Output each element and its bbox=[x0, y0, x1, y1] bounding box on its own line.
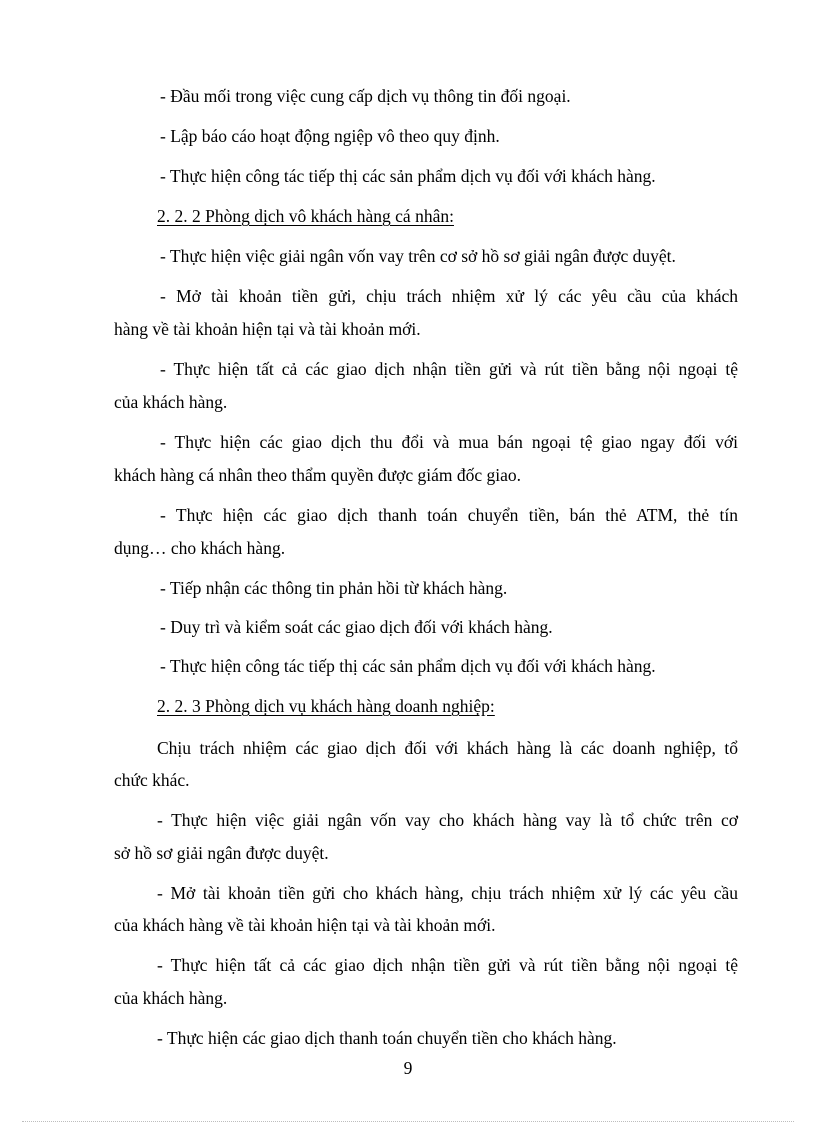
bullet-line-continuation: của khách hàng. bbox=[114, 392, 228, 412]
bullet-line-continuation: khách hàng cá nhân theo thẩm quyền được giám đốc giao. bbox=[114, 465, 522, 485]
bullet-line: - Thực hiện tất cả các giao dịch nhận tiền gửi và rút tiền bằng nội ngoại tệ bbox=[160, 359, 738, 379]
paragraph-line-continuation: chức khác. bbox=[114, 770, 190, 790]
bullet-line: - Lập báo cáo hoạt động ngiệp vô theo quy định. bbox=[160, 126, 500, 146]
bullet-line-continuation: của khách hàng. bbox=[114, 988, 228, 1008]
bullet-line: - Thực hiện các giao dịch thanh toán chuyển tiền, bán thẻ ATM, thẻ tín bbox=[160, 505, 738, 525]
bullet-line: - Tiếp nhận các thông tin phản hồi từ khách hàng. bbox=[160, 578, 508, 598]
section-heading-2-2-3: 2. 2. 3 Phòng dịch vụ khách hàng doanh nghiệp: bbox=[157, 696, 495, 716]
bullet-line: - Thực hiện tất cả các giao dịch nhận tiền gửi và rút tiền bằng nội ngoại tệ bbox=[157, 955, 738, 975]
bullet-line: - Thực hiện công tác tiếp thị các sản phẩm dịch vụ đối với khách hàng. bbox=[160, 166, 656, 186]
bullet-line: - Thực hiện việc giải ngân vốn vay trên cơ sở hồ sơ giải ngân được duyệt. bbox=[160, 246, 676, 266]
paragraph-line: Chịu trách nhiệm các giao dịch đối với khách hàng là các doanh nghiệp, tổ bbox=[157, 738, 738, 758]
bullet-line: - Mở tài khoản tiền gửi cho khách hàng, chịu trách nhiệm xử lý các yêu cầu bbox=[157, 883, 738, 903]
bullet-line: - Thực hiện các giao dịch thu đổi và mua bán ngoại tệ giao ngay đối với bbox=[160, 432, 738, 452]
bullet-line-continuation: của khách hàng về tài khoản hiện tại và tài khoản mới. bbox=[114, 915, 496, 935]
bullet-line: - Mở tài khoản tiền gửi, chịu trách nhiệm xử lý các yêu cầu của khách bbox=[160, 286, 738, 306]
bullet-line-continuation: hàng về tài khoản hiện tại và tài khoản mới. bbox=[114, 319, 421, 339]
page-bottom-divider bbox=[22, 1121, 794, 1122]
bullet-line: - Đầu mối trong việc cung cấp dịch vụ thông tin đối ngoại. bbox=[160, 86, 571, 106]
bullet-line-continuation: sở hồ sơ giải ngân được duyệt. bbox=[114, 843, 329, 863]
bullet-line: - Duy trì và kiểm soát các giao dịch đối với khách hàng. bbox=[160, 617, 553, 637]
page-number: 9 bbox=[403, 1058, 413, 1078]
section-heading-2-2-2: 2. 2. 2 Phòng dịch vô khách hàng cá nhân: bbox=[157, 206, 454, 226]
bullet-line-continuation: dụng… cho khách hàng. bbox=[114, 538, 286, 558]
bullet-line: - Thực hiện công tác tiếp thị các sản phẩm dịch vụ đối với khách hàng. bbox=[160, 656, 656, 676]
bullet-line: - Thực hiện các giao dịch thanh toán chuyển tiền cho khách hàng. bbox=[157, 1028, 617, 1048]
bullet-line: - Thực hiện việc giải ngân vốn vay cho khách hàng vay là tổ chức trên cơ bbox=[157, 810, 738, 830]
